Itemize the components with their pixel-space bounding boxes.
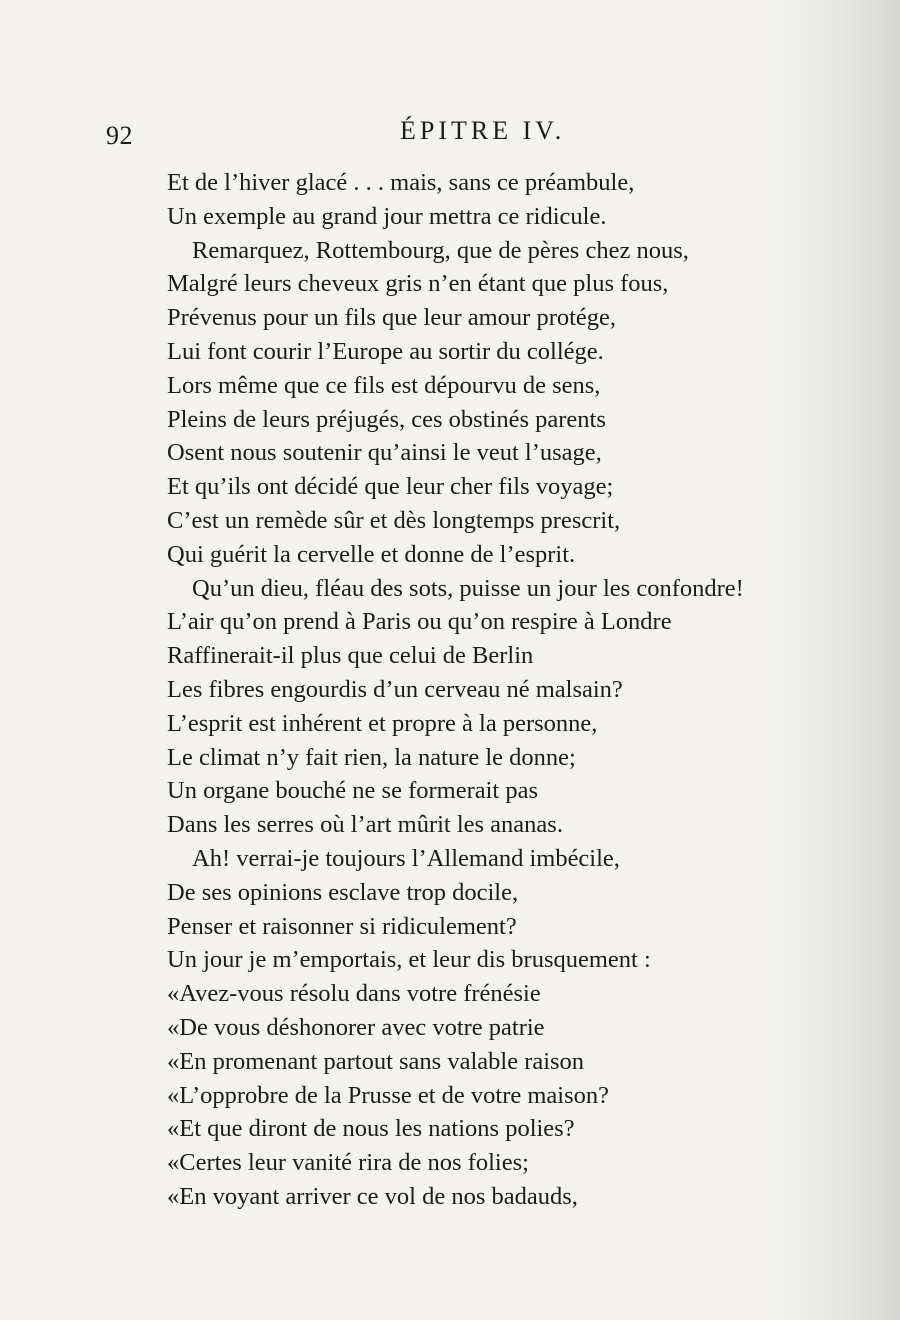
show-through-text (800, 640, 900, 1220)
running-head-title: ÉPITRE IV. (400, 116, 566, 145)
verse-line: Lors même que ce fils est dépourvu de sens, (167, 371, 601, 399)
verse-line: «L’opprobre de la Prusse et de votre maison? (167, 1081, 610, 1109)
verse-line: Un exemple au grand jour mettra ce ridicule. (167, 202, 607, 230)
verse-line: «En promenant partout sans valable raison (167, 1047, 585, 1075)
verse-line: L’esprit est inhérent et propre à la personne, (167, 709, 598, 737)
verse-line: «Avez-vous résolu dans votre frénésie (167, 980, 541, 1008)
verse-line: L’air qu’on prend à Paris ou qu’on respire à Londre (167, 608, 672, 636)
verse-line: «Certes leur vanité rira de nos folies; (167, 1149, 529, 1177)
verse-line: Et qu’ils ont décidé que leur cher fils voyage; (167, 473, 614, 501)
verse-line: Ah! verrai-je toujours l’Allemand imbécile, (192, 845, 620, 872)
verse-line: Qu’un dieu, fléau des sots, puisse un jour les confondre! (192, 574, 744, 602)
verse-line: De ses opinions esclave trop docile, (167, 878, 519, 906)
verse-line: Un organe bouché ne se formerait pas (167, 777, 538, 805)
verse-line: Dans les serres où l’art mûrit les ananas. (167, 811, 563, 839)
verse-line: C’est un remède sûr et dès longtemps prescrit, (167, 507, 621, 534)
verse-line: Pleins de leurs préjugés, ces obstinés parents (167, 405, 606, 433)
verse-line: Et de l’hiver glacé . . . mais, sans ce préambule, (167, 169, 635, 196)
verse-line: Qui guérit la cervelle et donne de l’esprit. (167, 540, 576, 568)
verse-line: Osent nous soutenir qu’ainsi le veut l’usage, (167, 439, 602, 467)
verse-line: Penser et raisonner si ridiculement? (167, 912, 517, 940)
verse-line: Un jour je m’emportais, et leur dis brusquement : (167, 946, 651, 974)
verse-line: Lui font courir l’Europe au sortir du collége. (167, 338, 604, 365)
verse-line: Le climat n’y fait rien, la nature le donne; (167, 743, 576, 771)
verse-line: «En voyant arriver ce vol de nos badauds, (167, 1183, 578, 1210)
verse-line: Prévenus pour un fils que leur amour protége, (167, 304, 617, 332)
verse-line: «De vous déshonorer avec votre patrie (167, 1014, 545, 1041)
verse-line: Raffinerait-il plus que celui de Berlin (167, 642, 534, 670)
page-number: 92 (106, 121, 133, 150)
verse-line: Les fibres engourdis d’un cerveau né malsain? (167, 676, 623, 703)
verse-line: Remarquez, Rottembourg, que de pères chez nous, (192, 236, 689, 264)
verse-line: Malgré leurs cheveux gris n’en étant que plus fous, (167, 270, 669, 298)
verse-line: «Et que diront de nous les nations polies? (167, 1115, 575, 1143)
